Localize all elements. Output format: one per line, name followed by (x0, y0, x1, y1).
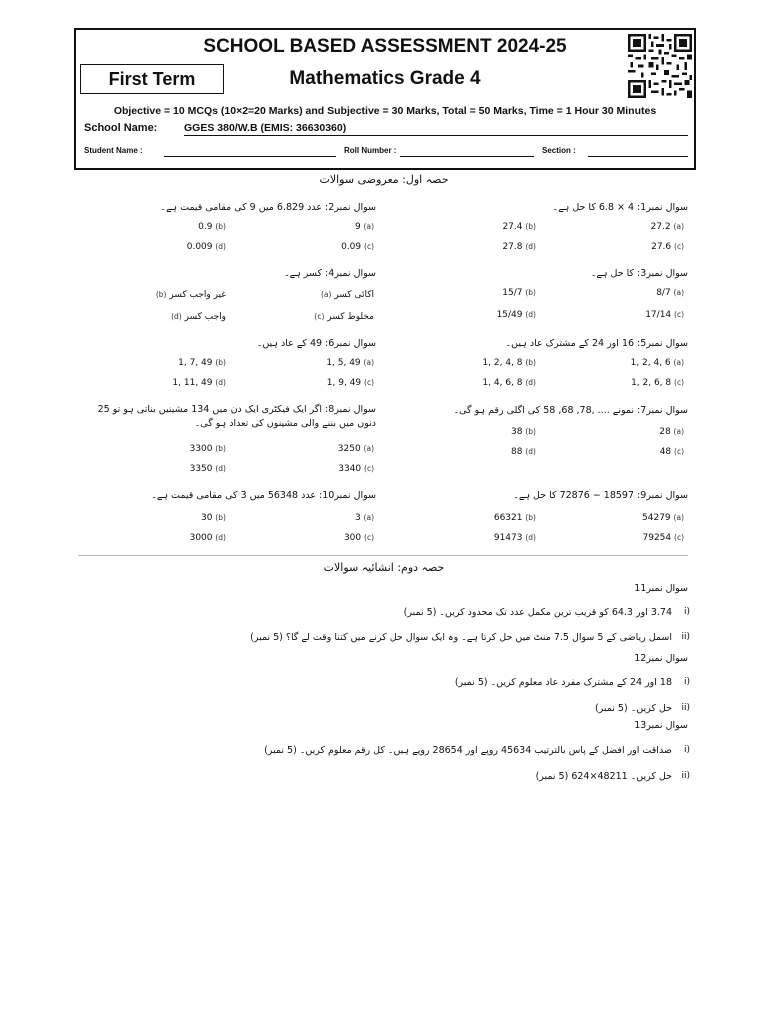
q3-option-b: 15/7 (b) (502, 288, 536, 298)
q1-option-d: 27.8 (d) (502, 242, 536, 252)
q3-option-a: 8/7 (a) (656, 288, 684, 298)
q1-option-a: 27.2 (a) (650, 222, 684, 232)
q12-ii-number: ii) (681, 703, 690, 713)
q1-option-c: 27.6 (c) (651, 242, 684, 252)
q9-option-b: 66321 (b) (493, 513, 536, 523)
question-5: سوال نمبر5: 16 اور 24 کے مشترک عاد ہیں۔ (505, 338, 688, 349)
q2-option-a: 9 (a) (354, 222, 374, 232)
question-13-i: صداقت اور افضل کے پاس بالترتیب 45634 روپے اور 28654 روپے ہیں۔ کل رقم معلوم کریں۔ (5 نمبر) (264, 745, 672, 756)
question-10: سوال نمبر10: عدد 56348 میں 3 کی مقامی قیمت ہے۔ (151, 490, 376, 501)
school-name-label: School Name: (84, 122, 158, 134)
q8-option-c: 3340 (c) (338, 464, 374, 474)
q8-option-d: 3350 (d) (189, 464, 226, 474)
question-1: سوال نمبر1: 4 × 6.8 کا حل ہے۔ (552, 202, 688, 213)
q8-option-a: 3250 (a) (337, 444, 374, 454)
part2-heading: حصہ دوم: انشائیہ سوالات (323, 561, 445, 574)
question-13: سوال نمبر13 (634, 720, 688, 731)
section-label: Section : (542, 146, 576, 155)
question-11-ii: اسمل ریاضی کے 5 سوال 7.5 منٹ میں حل کرتا ہے۔ وہ ایک سوال حل کرنے میں کتنا وقت لے گا؟ (5 نمبر) (250, 632, 672, 643)
q12-i-number: i) (683, 677, 690, 687)
q8-option-b: 3300 (b) (189, 444, 226, 454)
q9-option-c: 79254 (c) (642, 533, 684, 543)
question-7: سوال نمبر7: نمونے .... ,78, 68, 58 کی اگلی رقم ہو گی۔ (453, 405, 688, 416)
q6-option-b: 1, 7, 49 (b) (178, 358, 226, 368)
question-11: سوال نمبر11 (634, 583, 688, 594)
header-box (74, 28, 696, 170)
section-divider (78, 555, 688, 556)
q13-ii-number: ii) (681, 771, 690, 781)
q2-option-b: 0.9 (b) (198, 222, 226, 232)
student-name-label: Student Name : (84, 146, 143, 155)
q10-option-c: 300 (c) (343, 533, 374, 543)
q2-option-d: 0.009 (d) (186, 242, 226, 252)
question-8: سوال نمبر8: اگر ایک فیکٹری ایک دن میں 134 مشینیں بناتی ہو تو 25 دنوں میں بننے والی مشینوں کی تعداد ہو گی۔ (97, 404, 376, 429)
question-11-i: 3.74 اور 64.3 کو قریب ترین مکمل عدد تک محدود کریں۔ (5 نمبر) (403, 607, 672, 618)
roll-number-label: Roll Number : (344, 146, 397, 155)
q7-option-c: 48 (c) (659, 447, 684, 457)
q2-option-c: 0.09 (c) (341, 242, 374, 252)
question-9: سوال نمبر9: 18597 − 72876 کا حل ہے۔ (513, 490, 688, 501)
question-6: سوال نمبر6: 49 کے عاد ہیں۔ (256, 338, 376, 349)
question-12-ii: حل کریں۔ (5 نمبر) (594, 703, 672, 714)
roll-number-field[interactable] (400, 156, 534, 157)
q5-option-c: 1, 2, 6, 8 (c) (631, 378, 684, 388)
student-name-field[interactable] (164, 156, 336, 157)
q5-option-a: 1, 2, 4, 6 (a) (630, 358, 684, 368)
question-4: سوال نمبر4: کسر ہے۔ (284, 268, 376, 279)
subject-title: Mathematics Grade 4 (289, 68, 481, 89)
q11-ii-number: ii) (681, 632, 690, 642)
q3-option-c: 17/14 (c) (645, 310, 684, 320)
q1-option-b: 27.4 (b) (502, 222, 536, 232)
objective-line: Objective = 10 MCQs (10×2=20 Marks) and Subjective = 30 Marks, Total = 50 Marks, Time = 1 Hour 30 Minutes (113, 105, 657, 117)
exam-title: SCHOOL BASED ASSESSMENT 2024-25 (203, 36, 567, 57)
q7-option-b: 38 (b) (511, 427, 536, 437)
q6-option-c: 1, 9, 49 (c) (326, 378, 374, 388)
section-field[interactable] (588, 156, 688, 157)
school-name-field: GGES 380/W.B (EMIS: 36630360) (184, 122, 688, 136)
q6-option-d: 1, 11, 49 (d) (172, 378, 226, 388)
q9-option-d: 91473 (d) (493, 533, 536, 543)
q11-i-number: i) (683, 607, 690, 617)
q4-option-a: (a) اکائی کسر (320, 290, 374, 300)
q10-option-d: 3000 (d) (189, 533, 226, 543)
part1-heading: حصہ اول: معروضی سوالات (319, 173, 449, 186)
q10-option-b: 30 (b) (201, 513, 226, 523)
q10-option-a: 3 (a) (354, 513, 374, 523)
q6-option-a: 1, 5, 49 (a) (326, 358, 374, 368)
q9-option-a: 54279 (a) (642, 513, 684, 523)
q4-option-c: (c) مخلوط کسر (314, 312, 374, 322)
q4-option-d: (d) واجب کسر (171, 312, 226, 322)
q4-option-b: (b) غیر واجب کسر (155, 290, 226, 300)
question-12-i: 18 اور 24 کے مشترک مفرد عاد معلوم کریں۔ (5 نمبر) (454, 677, 672, 688)
question-12: سوال نمبر12 (634, 653, 688, 664)
q7-option-a: 28 (a) (659, 427, 684, 437)
q13-i-number: i) (683, 745, 690, 755)
question-2: سوال نمبر2: عدد 6.829 میں 9 کی مقامی قیمت ہے۔ (160, 202, 376, 213)
q3-option-d: 15/49 (d) (496, 310, 536, 320)
term-box: First Term (80, 64, 224, 94)
qr-code-icon (628, 34, 692, 98)
question-13-ii: حل کریں۔ 48211×624 (5 نمبر) (535, 771, 672, 782)
q5-option-b: 1, 2, 4, 8 (b) (482, 358, 536, 368)
q5-option-d: 1, 4, 6, 8 (d) (482, 378, 536, 388)
question-3: سوال نمبر3: کا حل ہے۔ (590, 268, 688, 279)
q7-option-d: 88 (d) (511, 447, 536, 457)
